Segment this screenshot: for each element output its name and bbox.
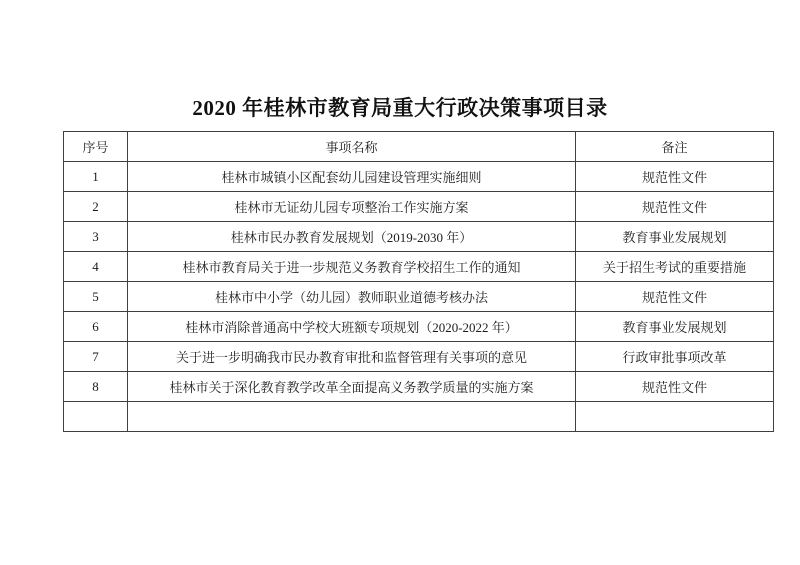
table-row — [64, 222, 774, 252]
table-row — [64, 312, 774, 342]
cell-no — [64, 402, 128, 432]
table-row-empty — [64, 402, 774, 432]
table-row — [64, 192, 774, 222]
cell-no: 6 — [64, 312, 128, 342]
page-title: 2020 年桂林市教育局重大行政决策事项目录 — [192, 96, 608, 120]
table-row — [64, 342, 774, 372]
cell-remark: 教育事业发展规划 — [576, 222, 774, 252]
cell-remark — [576, 402, 774, 432]
cell-remark: 规范性文件 — [576, 192, 774, 222]
cell-remark: 教育事业发展规划 — [576, 312, 774, 342]
cell-name: 桂林市教育局关于进一步规范义务教育学校招生工作的通知 — [128, 252, 576, 282]
cell-name: 桂林市消除普通高中学校大班额专项规划（2020-2022 年） — [128, 312, 576, 342]
cell-name: 桂林市关于深化教育教学改革全面提高义务教学质量的实施方案 — [128, 372, 576, 402]
cell-no: 7 — [64, 342, 128, 372]
cell-no: 4 — [64, 252, 128, 282]
cell-remark: 规范性文件 — [576, 372, 774, 402]
table-row — [64, 282, 774, 312]
header-cell-no: 序号 — [64, 132, 128, 162]
cell-name: 桂林市城镇小区配套幼儿园建设管理实施细则 — [128, 162, 576, 192]
cell-no: 5 — [64, 282, 128, 312]
cell-no: 2 — [64, 192, 128, 222]
header-cell-remark: 备注 — [576, 132, 774, 162]
decision-items-table — [63, 131, 774, 432]
header-cell-name: 事项名称 — [128, 132, 576, 162]
cell-name: 桂林市无证幼儿园专项整治工作实施方案 — [128, 192, 576, 222]
cell-name: 桂林市中小学（幼儿园）教师职业道德考核办法 — [128, 282, 576, 312]
table-header — [64, 132, 774, 162]
table-header-row — [64, 132, 774, 162]
cell-no: 8 — [64, 372, 128, 402]
table-row — [64, 162, 774, 192]
cell-remark: 规范性文件 — [576, 282, 774, 312]
cell-remark: 关于招生考试的重要措施 — [576, 252, 774, 282]
cell-name: 关于进一步明确我市民办教育审批和监督管理有关事项的意见 — [128, 342, 576, 372]
cell-no: 3 — [64, 222, 128, 252]
table-body — [64, 162, 774, 432]
cell-no: 1 — [64, 162, 128, 192]
cell-remark: 行政审批事项改革 — [576, 342, 774, 372]
cell-remark: 规范性文件 — [576, 162, 774, 192]
cell-name — [128, 402, 576, 432]
table-row — [64, 372, 774, 402]
table-row — [64, 252, 774, 282]
cell-name: 桂林市民办教育发展规划（2019-2030 年） — [128, 222, 576, 252]
